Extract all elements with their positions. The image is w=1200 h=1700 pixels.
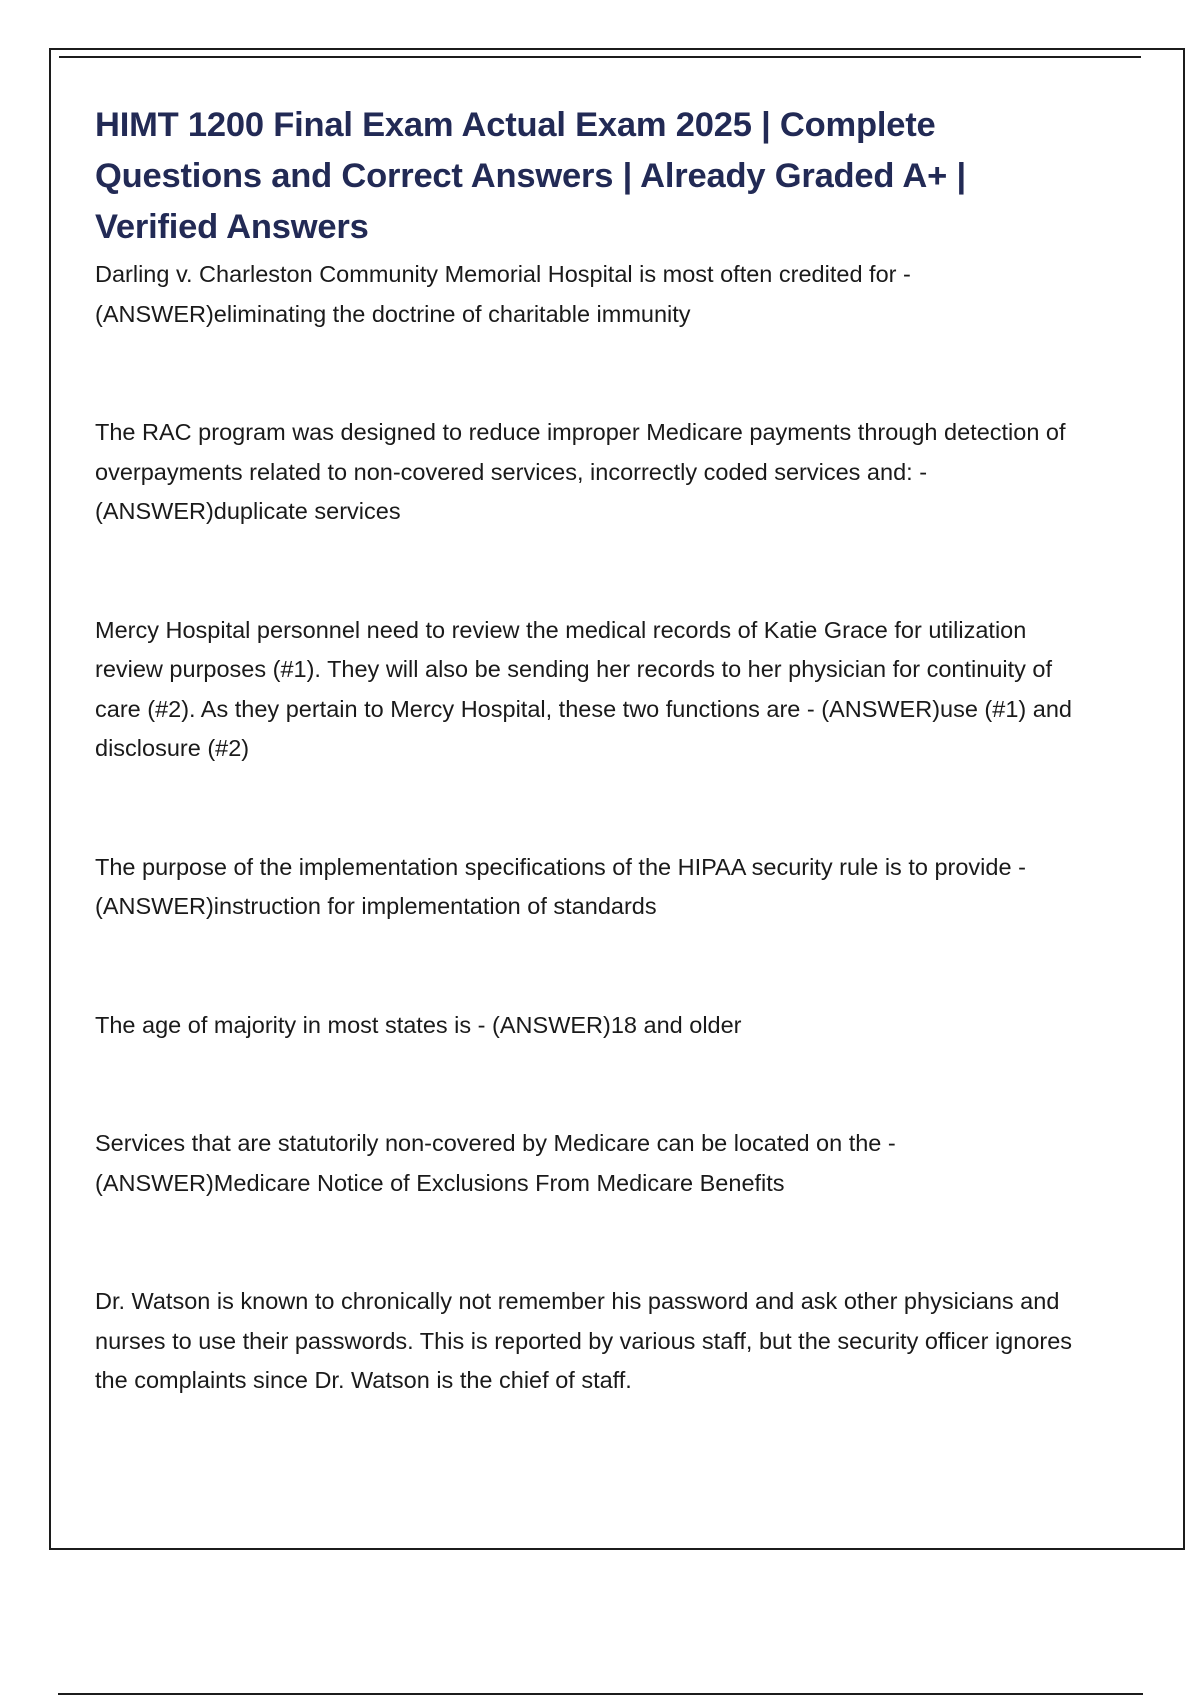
answer-text: (ANSWER)Medicare Notice of Exclusions From Medicare Benefits <box>95 1169 785 1196</box>
qa-item <box>95 255 1085 334</box>
answer-text: (ANSWER)use (#1) and disclosure (#2) <box>95 695 1072 761</box>
qa-item <box>95 1124 1085 1203</box>
question-text: Services that are statutorily non-covered by Medicare can be located on the - <box>95 1130 896 1156</box>
document-title: HIMT 1200 Final Exam Actual Exam 2025 | Complete Questions and Correct Answers | Already Graded A+ | Verified Answers <box>95 106 966 246</box>
qa-item <box>95 611 1085 769</box>
answer-text: (ANSWER)instruction for implementation of standards <box>95 893 657 919</box>
question-text: Mercy Hospital personnel need to review the medical records of Katie Grace for utilization review purposes (#1). They will also be sending her records to her physician for continuity of care (#2). As they pertain to Mercy Hospital, these two functions are - <box>95 616 1053 722</box>
question-text: The purpose of the implementation specifications of the HIPAA security rule is to provide - <box>95 853 1026 880</box>
answer-text: (ANSWER)eliminating the doctrine of charitable immunity <box>95 300 691 327</box>
bottom-rule <box>58 1693 1143 1695</box>
answer-text: (ANSWER)18 and older <box>492 1011 742 1038</box>
qa-item <box>95 1006 1085 1046</box>
qa-item <box>95 413 1085 532</box>
qa-item <box>95 848 1085 927</box>
question-text: The RAC program was designed to reduce improper Medicare payments through detection of overpayments related to non-covered services, incorrectly coded services and: - <box>95 419 1066 485</box>
question-text: The age of majority in most states is - <box>95 1011 493 1038</box>
answer-text: (ANSWER)duplicate services <box>95 498 401 524</box>
question-text: Dr. Watson is known to chronically not remember his password and ask other physicians and nurses to use their passwords. This is reported by various staff, but the security officer ignores the complaints since Dr. Watson is the chief of staff. <box>95 1288 1073 1393</box>
document-body <box>95 100 1085 1401</box>
top-rule <box>59 56 1141 58</box>
question-text: Darling v. Charleston Community Memorial Hospital is most often credited for - <box>95 261 911 287</box>
qa-item <box>95 1282 1085 1401</box>
